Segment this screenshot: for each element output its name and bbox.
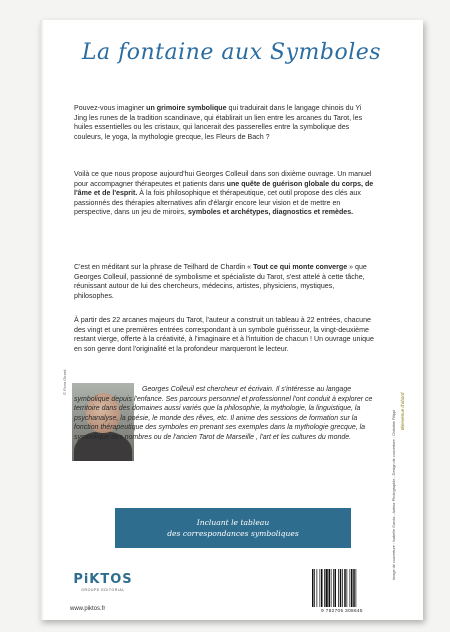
barcode-bar (347, 569, 348, 607)
cover-credits: Image de couverture : Isabelle Garcia - Auteur Photographie - Design de couverture : Christine Filippi (392, 410, 396, 580)
barcode-bar (338, 569, 339, 607)
book-title: La fontaine aux Symboles (81, 40, 382, 65)
photo-credit: © Flora Girard (62, 369, 67, 395)
barcode-bar (350, 569, 351, 607)
tarot-paragraph: À partir des 22 arcanes majeurs du Tarot, l'auteur a construit un tableau à 22 entrées, chacune des vingt et une premières entrées correspondant à un symbole guérisseur, la vingt-deuxième restant vierge, offerte à la créativité, à l'imaginaire et à l'intuition de chacun ! Un ouvrage unique en son genre dont l'originalité et la profondeur marqueront le lecteur. (74, 316, 374, 353)
book-back-cover (40, 20, 423, 620)
barcode-bar (333, 569, 334, 607)
banner-line-1: Incluant le tableau (196, 518, 270, 527)
barcode (310, 568, 374, 608)
publisher-website: www.piktos.fr (70, 606, 106, 612)
barcode-bar (314, 569, 315, 607)
barcode-bar (321, 569, 323, 607)
barcode-bar (342, 569, 343, 607)
vertical-badge: Bienvenue d'abord (400, 392, 405, 430)
quote-paragraph: C'est en méditant sur la phrase de Teilhard de Chardin « Tout ce qui monte converge » que Georges Colleuil, passionné de symbolisme et spécialiste du Tarot, s'est attelé à cette tâche, réunissant autour de lui des chercheurs, médecins, artistes, physiciens, mystiques, philosophes. (74, 263, 367, 300)
barcode-bar (335, 569, 337, 607)
publisher-tagline: GROUPE EDITORIAL (81, 588, 125, 592)
barcode-bar (344, 569, 346, 607)
barcode-number: 9 782705 308645 (321, 608, 363, 613)
spine-shadow (40, 20, 44, 620)
correspondence-banner (115, 508, 351, 548)
publisher-name: PiKTOS (73, 572, 133, 587)
author-bio: Georges Colleuil est chercheur et écrivain. Il s'intéresse au langage symbolique depuis l'enfance. Ses parcours personnel et professionnel l'ont conduit à explorer ce territoire dans des domaines aussi variés que la philosophie, la mythologie, la linguistique, la psychanalyse, la poésie, le monde des rêves, etc. Il anime des sessions de formation sur la fonction thérapeutique des symboles en prenant ses exemples dans la mythologie grecque, la symbolique des nombres ou de l'ancien Tarot de Marseille , l'art et les cultures du monde. (74, 386, 373, 441)
barcode-bar (329, 569, 331, 607)
barcode-bar (331, 569, 332, 607)
barcode-bar (351, 569, 353, 607)
barcode-bar (340, 569, 342, 607)
barcode-bar (324, 569, 325, 607)
barcode-bar (353, 569, 355, 607)
description-paragraph: Voilà ce que nous propose aujourd'hui Georges Colleuil dans son dixième ouvrage. Un manuel pour accompagner thérapeutes et patients dans une quête de guérison globale du corps, de l'âme et de l'esprit. À la fois philosophique et thérapeutique, cet outil propose des clés aux passionnés des thérapies alternatives afin d'élargir encore leur vision et de mettre en perspective, dans un jeu de miroirs, symboles et archétypes, diagnostics et remèdes. (74, 170, 374, 216)
barcode-bar (320, 569, 321, 607)
barcode-bar (356, 569, 357, 607)
barcode-bar (326, 569, 328, 607)
barcode-bar (312, 569, 314, 607)
intro-paragraph: Pouvez-vous imaginer un grimoire symbolique qui traduirait dans le langage chinois du Yi Jing les runes de la tradition scandinave, qui établirait un lien entre les arcanes du Tarot, les huiles essentielles ou les cristaux, qui lancerait des passerelles entre la symbolique des couleurs, le yoga, la mythologie grecque, les Fleurs de Bach ? (74, 104, 363, 141)
publisher-logo (68, 572, 138, 592)
barcode-bar (317, 569, 318, 607)
banner-line-2: des correspondances symboliques (167, 529, 299, 538)
